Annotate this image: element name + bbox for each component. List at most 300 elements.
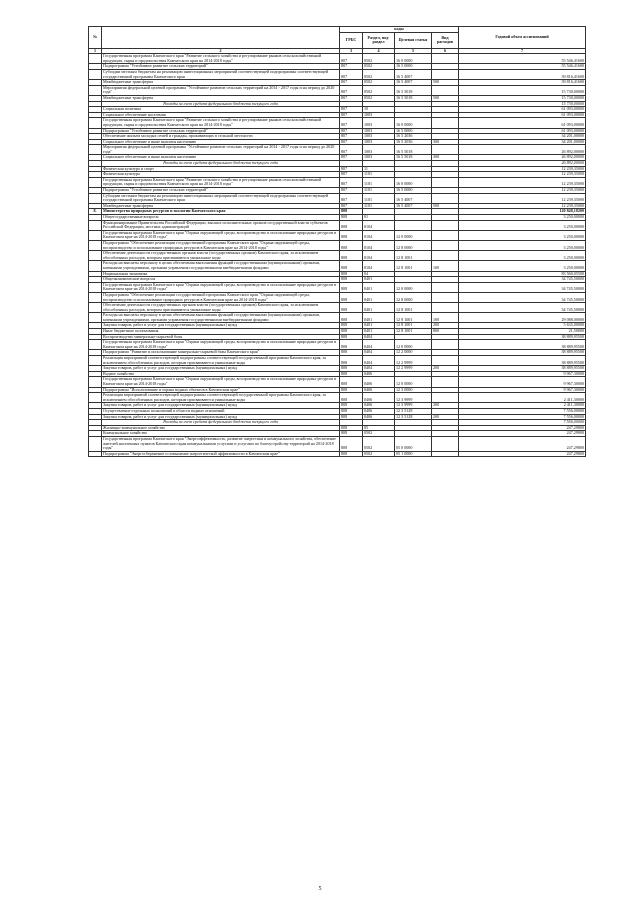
row-name: Физическая культура: [102, 172, 340, 178]
row-amount: 34 201,00000: [459, 134, 586, 140]
row-grbs: 807: [340, 95, 363, 101]
row-expense-type: [432, 292, 459, 302]
header-grbs: ГРБС: [340, 32, 363, 48]
row-razdel: 0406: [363, 393, 395, 403]
row-number: [89, 393, 102, 403]
row-name: Жилищно-коммунальное хозяйство: [102, 425, 340, 431]
row-target-article: 12 2 9999: [395, 366, 432, 372]
row-amount: 26 892,00000: [459, 145, 586, 155]
row-name: Межбюджетные трансферты: [102, 95, 340, 101]
row-number: [89, 69, 102, 79]
row-target-article: 12 8 1001: [395, 313, 432, 323]
row-target-article: 16 5 4007: [395, 193, 432, 203]
row-name: Подпрограмма "Устойчивое развитие сельских территорий": [102, 128, 340, 134]
row-grbs: 807: [340, 107, 363, 113]
row-grbs: 808: [340, 292, 363, 302]
row-target-article: 16 5 5018: [395, 155, 432, 161]
header-target-article: Целевая статья: [395, 32, 432, 48]
row-razdel: 1003: [363, 118, 395, 128]
row-amount: 61 093,00000: [459, 107, 586, 113]
row-name: Закупка товаров, работ и услуг для государственных (муниципальных) нужд: [102, 366, 340, 372]
row-target-article: 12 8 1001: [395, 251, 432, 261]
row-target-article: 16 5 4007: [395, 203, 432, 209]
row-razdel: 1003: [363, 128, 395, 134]
row-name: Расходы за счет средств федерального бюджета текущего года: [102, 161, 340, 167]
row-name: Общегосударственные вопросы: [102, 215, 340, 221]
row-razdel: 0401: [363, 292, 395, 302]
row-grbs: 808: [340, 334, 363, 340]
row-number: [89, 436, 102, 451]
row-expense-type: 500: [432, 203, 459, 209]
row-name: Государственная программа Камчатского края "Развитие сельского хозяйства и регулирование рынков сельскохозяйственной продукции, сырья и продовольствия Камчатского края на 2014-2018 годы": [102, 54, 340, 64]
row-number: [89, 145, 102, 155]
row-expense-type: [432, 377, 459, 387]
row-grbs: 808: [340, 387, 363, 393]
row-name: Водное хозяйство: [102, 371, 340, 377]
row-razdel: 1003: [363, 139, 395, 145]
row-razdel: 0406: [363, 387, 395, 393]
row-target-article: 16 5 5018: [395, 85, 432, 95]
row-target-article: 12 3 9999: [395, 403, 432, 409]
row-number: [89, 85, 102, 95]
row-razdel: 1003: [363, 112, 395, 118]
row-target-article: 12 0 0000: [395, 282, 432, 292]
row-razdel: 0401: [363, 323, 395, 329]
table-row: [89, 292, 586, 302]
row-amount: 247,29800: [459, 431, 586, 437]
row-name: Межбюджетные трансферты: [102, 80, 340, 86]
row-grbs: 807: [340, 80, 363, 86]
row-grbs: 808: [340, 451, 363, 457]
row-razdel: 0104: [363, 230, 395, 240]
row-expense-type: 500: [432, 95, 459, 101]
row-name: Закупка товаров, работ и услуг для государственных (муниципальных) нужд: [102, 403, 340, 409]
row-number: [89, 313, 102, 323]
row-target-article: 16 5 4007: [395, 80, 432, 86]
row-target-article: 16 5 0000: [395, 128, 432, 134]
budget-allocation-table: [88, 26, 586, 457]
row-expense-type: 100: [432, 261, 459, 271]
row-grbs: 807: [340, 145, 363, 155]
row-number: [89, 340, 102, 350]
row-expense-type: [432, 303, 459, 313]
row-razdel: 0404: [363, 356, 395, 366]
row-expense-type: [432, 230, 459, 240]
row-amount: 15 730,00000: [459, 101, 586, 107]
row-amount: 3 250,00000: [459, 215, 586, 221]
row-expense-type: [432, 145, 459, 155]
row-target-article: 12 2 0000: [395, 350, 432, 356]
row-amount: 7 556,00000: [459, 408, 586, 414]
row-grbs: 808: [340, 436, 363, 451]
row-amount: 38 889,95500: [459, 350, 586, 356]
row-target-article: 05 0 0000: [395, 436, 432, 451]
row-number: [89, 220, 102, 230]
row-grbs: 807: [340, 172, 363, 178]
row-target-article: 16 0 0000: [395, 118, 432, 128]
row-expense-type: [432, 118, 459, 128]
row-amount: 7 556,00000: [459, 420, 586, 426]
row-grbs: 808: [340, 277, 363, 283]
row-amount: 12 239,35000: [459, 177, 586, 187]
row-grbs: 808: [340, 313, 363, 323]
row-grbs: 807: [340, 69, 363, 79]
row-number: [89, 261, 102, 271]
row-razdel: 0404: [363, 340, 395, 350]
row-expense-type: 200: [432, 323, 459, 329]
row-target-article: 12 2 9999: [395, 356, 432, 366]
row-amount: 15 730,00000: [459, 95, 586, 101]
row-name: Социальное обеспечение населения: [102, 112, 340, 118]
row-name: Расходы на выплаты персоналу в целях обеспечения выполнения функций государственными (муниципальными) органами, казенными учреждениями, органами управления государственными внебюджетными фондами: [102, 261, 340, 271]
row-number: [89, 251, 102, 261]
row-amount: 61 093,00000: [459, 118, 586, 128]
row-grbs: 808: [340, 251, 363, 261]
row-name: Государственная программа Камчатского края "Развитие сельского хозяйства и регулирование рынков сельскохозяйственной продукции, сырья и продовольствия Камчатского края на 2014-2018 годы": [102, 118, 340, 128]
row-grbs: 808: [340, 271, 363, 277]
row-number: [89, 230, 102, 240]
row-name: Мероприятия федеральной целевой программы "Устойчивое развитие сельских территорий на 2014 - 2017 годы и на период до 2020 года": [102, 145, 340, 155]
row-target-article: 16 5 5018: [395, 95, 432, 101]
row-expense-type: 500: [432, 80, 459, 86]
row-amount: 55 546,41600: [459, 54, 586, 64]
row-expense-type: 200: [432, 403, 459, 409]
row-amount: 29 088,00000: [459, 313, 586, 323]
row-target-article: 16 0 0000: [395, 177, 432, 187]
row-name: Государственная программа Камчатского края "Энергоэффективность, развитие энергетики и коммунального хозяйства, обеспечение жителей населенных пунктов Камчатского края коммунальными услугами и услугами по благоустройству территорий на 2014-2018 годы": [102, 436, 340, 451]
row-amount: 38 889,95500: [459, 366, 586, 372]
row-expense-type: [432, 251, 459, 261]
row-amount: 34 201,00000: [459, 139, 586, 145]
row-amount: 38 889,95500: [459, 334, 586, 340]
row-grbs: 807: [340, 203, 363, 209]
table-row: [89, 393, 586, 403]
row-grbs: 808: [340, 261, 363, 271]
row-name: Государственная программа Камчатского края "Охрана окружающей среды, воспроизводство и использование природных ресурсов в Камчатском крае на 2014-2018 годы": [102, 282, 340, 292]
row-razdel: 1003: [363, 155, 395, 161]
row-razdel: 0401: [363, 303, 395, 313]
header-expense-type: Вид расходов: [432, 32, 459, 48]
table-row: [89, 377, 586, 387]
row-number: [89, 193, 102, 203]
page-number: 5: [318, 886, 322, 892]
row-razdel: 0406: [363, 377, 395, 387]
row-razdel: 10: [363, 107, 395, 113]
row-name: Подпрограмма "Обеспечение реализации государственной программы Камчатского края "Охрана окружающей среды, воспроизводство и использование природных ресурсов в Камчатском крае на 2014-2018 годы": [102, 292, 340, 302]
row-amount: 12 239,35000: [459, 203, 586, 209]
row-target-article: 12 0 0000: [395, 230, 432, 240]
row-amount: 9 967,30000: [459, 377, 586, 387]
row-name: Государственная программа Камчатского края "Охрана окружающей среды, воспроизводство и использование природных ресурсов в Камчатском крае на 2014-2018 годы": [102, 340, 340, 350]
table-row: [89, 282, 586, 292]
row-name: Субсидии местным бюджетам на реализацию инвестиционных мероприятий соответствующей подпрограммы соответствующей государственной программы Камчатского края: [102, 69, 340, 79]
header-codes: коды: [340, 27, 459, 33]
header-index: 4: [363, 48, 395, 54]
row-grbs: 807: [340, 54, 363, 64]
row-razdel: 0502: [363, 80, 395, 86]
table-row: [89, 240, 586, 250]
row-razdel: 0404: [363, 350, 395, 356]
row-amount: 61 093,00000: [459, 128, 586, 134]
row-expense-type: 200: [432, 366, 459, 372]
row-number: [89, 377, 102, 387]
row-grbs: 807: [340, 118, 363, 128]
row-amount: 61 093,00000: [459, 112, 586, 118]
row-name: Социальное обеспечение и иные выплаты населению: [102, 155, 340, 161]
row-razdel: 0104: [363, 240, 395, 250]
row-razdel: 05: [363, 425, 395, 431]
row-target-article: 16 5 2036: [395, 139, 432, 145]
header-amount: Годовой объем ассигнований: [459, 27, 586, 49]
row-amount: 34 745,50000: [459, 277, 586, 283]
row-name: Мероприятия федеральной целевой программы "Устойчивое развитие сельских территорий на 2014 - 2017 годы и на период до 2020 года": [102, 85, 340, 95]
row-grbs: 807: [340, 188, 363, 194]
row-razdel: 04: [363, 271, 395, 277]
row-name: Подпрограмма "Обеспечение реализации государственной программы Камчатского края "Охрана окружающей среды, воспроизводство и использование природных ресурсов в Камчатском крае на 2014-2018 годы": [102, 240, 340, 250]
row-amount: 5 635,00000: [459, 323, 586, 329]
row-amount: 12 239,35000: [459, 166, 586, 172]
row-amount: 83 560,05500: [459, 271, 586, 277]
row-target-article: [395, 220, 432, 230]
row-amount: 38 889,95500: [459, 340, 586, 350]
row-name: Государственная программа Камчатского края "Охрана окружающей среды, воспроизводство и использование природных ресурсов в Камчатском крае на 2014-2018 годы": [102, 377, 340, 387]
header-name: [102, 27, 340, 49]
row-number: [89, 240, 102, 250]
table-row: [89, 145, 586, 155]
row-target-article: 12 8 1001: [395, 303, 432, 313]
row-razdel: 0502: [363, 95, 395, 101]
row-razdel: 0104: [363, 251, 395, 261]
row-grbs: 808: [340, 377, 363, 387]
table-row: [89, 303, 586, 313]
row-grbs: 808: [340, 282, 363, 292]
row-amount: 38 889,95500: [459, 356, 586, 366]
row-razdel: 1101: [363, 188, 395, 194]
row-number: [89, 451, 102, 457]
row-target-article: 16 5 0000: [395, 64, 432, 70]
row-name: Министерство природных ресурсов и экологии Камчатского края: [102, 209, 340, 215]
row-name: Расходы на выплаты персоналу в целях обеспечения выполнения функций государственными (муниципальными) органами, казенными учреждениями, органами управления государственными внебюджетными фондами: [102, 313, 340, 323]
row-razdel: 0404: [363, 334, 395, 340]
row-name: Государственная программа Камчатского края "Охрана окружающей среды, воспроизводство и использование природных ресурсов в Камчатском крае на 2014-2018 годы": [102, 230, 340, 240]
row-grbs: 807: [340, 64, 363, 70]
row-razdel: 0502: [363, 85, 395, 95]
row-name: Подпрограмма "Развитие и использование минерально-сырьевой базы Камчатского края": [102, 350, 340, 356]
row-razdel: 0406: [363, 403, 395, 409]
row-amount: 247,29800: [459, 451, 586, 457]
row-amount: 34 745,50000: [459, 282, 586, 292]
table-row: [89, 230, 586, 240]
table-row: [89, 356, 586, 366]
row-target-article: 16 5 5018: [395, 145, 432, 155]
table-row: [89, 313, 586, 323]
row-target-article: 12 8 1001: [395, 323, 432, 329]
row-expense-type: [432, 220, 459, 230]
header-number: №: [89, 27, 102, 49]
row-name: Общеэкономические вопросы: [102, 277, 340, 283]
row-grbs: 808: [340, 209, 363, 215]
row-grbs: 807: [340, 177, 363, 187]
row-name: Подпрограмма "Использование и охрана водных объектов в Камчатском крае": [102, 387, 340, 393]
row-number: [89, 356, 102, 366]
row-amount: 39 816,41600: [459, 80, 586, 86]
row-grbs: 807: [340, 155, 363, 161]
row-razdel: 1101: [363, 172, 395, 178]
table-row: [89, 436, 586, 451]
row-razdel: 1101: [363, 177, 395, 187]
row-grbs: 808: [340, 414, 363, 420]
row-grbs: 808: [340, 431, 363, 437]
row-name: Субсидии местным бюджетам на реализацию инвестиционных мероприятий соответствующей подпрограммы соответствующей государственной программы Камчатского края: [102, 193, 340, 203]
row-grbs: 807: [340, 112, 363, 118]
row-name: Осуществление отдельных полномочий в области водных отношений: [102, 408, 340, 414]
row-grbs: 808: [340, 403, 363, 409]
row-name: Социальное обеспечение и иные выплаты населению: [102, 139, 340, 145]
row-grbs: 808: [340, 303, 363, 313]
row-expense-type: 100: [432, 313, 459, 323]
row-expense-type: [432, 193, 459, 203]
row-grbs: 808: [340, 371, 363, 377]
row-target-article: 12 3 5128: [395, 408, 432, 414]
table-row: [89, 261, 586, 271]
row-grbs: 808: [340, 425, 363, 431]
row-expense-type: 300: [432, 155, 459, 161]
row-grbs: 808: [340, 230, 363, 240]
row-target-article: 12 3 9999: [395, 393, 432, 403]
row-amount: 26 892,00000: [459, 155, 586, 161]
row-grbs: 807: [340, 134, 363, 140]
row-number: [89, 177, 102, 187]
row-razdel: 0104: [363, 220, 395, 230]
row-name: Обеспечение жильем молодых семей и граждан, проживающих в сельской местности: [102, 134, 340, 140]
row-target-article: 12 0 0000: [395, 340, 432, 350]
row-razdel: 11: [363, 166, 395, 172]
row-amount: 9 967,30000: [459, 387, 586, 393]
row-target-article: 16 5 0000: [395, 188, 432, 194]
row-amount: 247,29800: [459, 425, 586, 431]
row-amount: 12 239,35000: [459, 172, 586, 178]
row-name: Физическая культура и спорт: [102, 166, 340, 172]
row-grbs: 807: [340, 193, 363, 203]
row-expense-type: [432, 69, 459, 79]
table-row: [89, 251, 586, 261]
row-expense-type: [432, 340, 459, 350]
row-amount: 55 546,41600: [459, 64, 586, 70]
row-razdel: 0502: [363, 69, 395, 79]
row-grbs: 808: [340, 393, 363, 403]
table-row: [89, 220, 586, 230]
table-row: [89, 340, 586, 350]
row-amount: 12 239,35000: [459, 188, 586, 194]
row-target-article: 12 8 1001: [395, 329, 432, 335]
row-expense-type: [432, 54, 459, 64]
row-target-article: 12 0 0000: [395, 377, 432, 387]
row-amount: 2 411,30000: [459, 393, 586, 403]
row-number: [89, 118, 102, 128]
row-razdel: 0502: [363, 436, 395, 451]
row-amount: 21,50000: [459, 329, 586, 335]
row-name: Расходы за счет средств федерального бюджета текущего года: [102, 101, 340, 107]
row-expense-type: [432, 240, 459, 250]
row-expense-type: 300: [432, 139, 459, 145]
row-amount: 15 730,00000: [459, 85, 586, 95]
table-row: [89, 54, 586, 64]
row-number: 8.: [89, 209, 102, 215]
row-grbs: 807: [340, 166, 363, 172]
row-razdel: 0401: [363, 282, 395, 292]
row-razdel: 1101: [363, 203, 395, 209]
row-amount: 12 239,35000: [459, 193, 586, 203]
row-razdel: 1003: [363, 134, 395, 140]
row-target-article: 16 0 0000: [395, 54, 432, 64]
header-index: 1: [89, 48, 102, 54]
row-razdel: 01: [363, 215, 395, 221]
row-target-article: 12 8 0000: [395, 292, 432, 302]
row-name: Коммунальное хозяйство: [102, 431, 340, 437]
row-expense-type: [432, 436, 459, 451]
row-target-article: 12 8 1001: [395, 261, 432, 271]
header-razdel: Раздел, под-раздел: [363, 32, 395, 48]
row-name: Обеспечение деятельности государственных органов власти (государственных органов) Камчатского края, за исключением обособленных расходов, которым присваиваются уникальные коды: [102, 251, 340, 261]
row-name: Закупка товаров, работ и услуг для государственных (муниципальных) нужд: [102, 323, 340, 329]
row-expense-type: [432, 356, 459, 366]
row-grbs: 808: [340, 220, 363, 230]
header-index: 7: [459, 48, 586, 54]
row-amount: 39 816,41600: [459, 69, 586, 79]
row-expense-type: [432, 282, 459, 292]
row-amount: 26 892,00000: [459, 161, 586, 167]
row-amount: 120 848,18200: [459, 209, 586, 215]
row-name: Государственная программа Камчатского края "Развитие сельского хозяйства и регулирование рынков сельскохозяйственной продукции, сырья и продовольствия Камчатского края на 2014-2018 годы": [102, 177, 340, 187]
row-name: Реализация мероприятий соответствующей подпрограммы соответствующей государственной программы Камчатского края, за исключением обособленных расходов, которым присваиваются уникальные коды: [102, 356, 340, 366]
row-amount: 3 250,00000: [459, 240, 586, 250]
header-index: 3: [340, 48, 363, 54]
table-row: [89, 177, 586, 187]
row-razdel: 0406: [363, 414, 395, 420]
row-name: Закупка товаров, работ и услуг для государственных (муниципальных) нужд: [102, 414, 340, 420]
row-number: [89, 54, 102, 64]
row-razdel: 0401: [363, 277, 395, 283]
row-name: Функционирование Правительства Российской Федерации, высших исполнительных органов государственной власти субъектов Российской Федерации, местных администраций: [102, 220, 340, 230]
row-razdel: 0502: [363, 431, 395, 437]
row-number: [89, 292, 102, 302]
row-amount: 9 967,30000: [459, 371, 586, 377]
row-number: [89, 282, 102, 292]
row-amount: 34 745,50000: [459, 292, 586, 302]
row-target-article: 05 1 0000: [395, 451, 432, 457]
row-name: Межбюджетные трансферты: [102, 203, 340, 209]
row-grbs: 808: [340, 323, 363, 329]
row-razdel: 0502: [363, 54, 395, 64]
row-razdel: 0401: [363, 313, 395, 323]
row-razdel: 0406: [363, 408, 395, 414]
row-razdel: 0502: [363, 451, 395, 457]
table-row: [89, 69, 586, 79]
row-amount: 247,29800: [459, 436, 586, 451]
row-razdel: 0104: [363, 261, 395, 271]
row-razdel: 1101: [363, 193, 395, 203]
table-row: [89, 118, 586, 128]
row-grbs: 808: [340, 240, 363, 250]
row-razdel: 1003: [363, 145, 395, 155]
row-grbs: 808: [340, 408, 363, 414]
row-name: Социальная политика: [102, 107, 340, 113]
row-target-article: 12 3 0000: [395, 387, 432, 393]
table-row: [89, 85, 586, 95]
row-grbs: 808: [340, 215, 363, 221]
row-name: Расходы за счет средств федерального бюджета текущего года: [102, 420, 340, 426]
row-expense-type: 200: [432, 414, 459, 420]
